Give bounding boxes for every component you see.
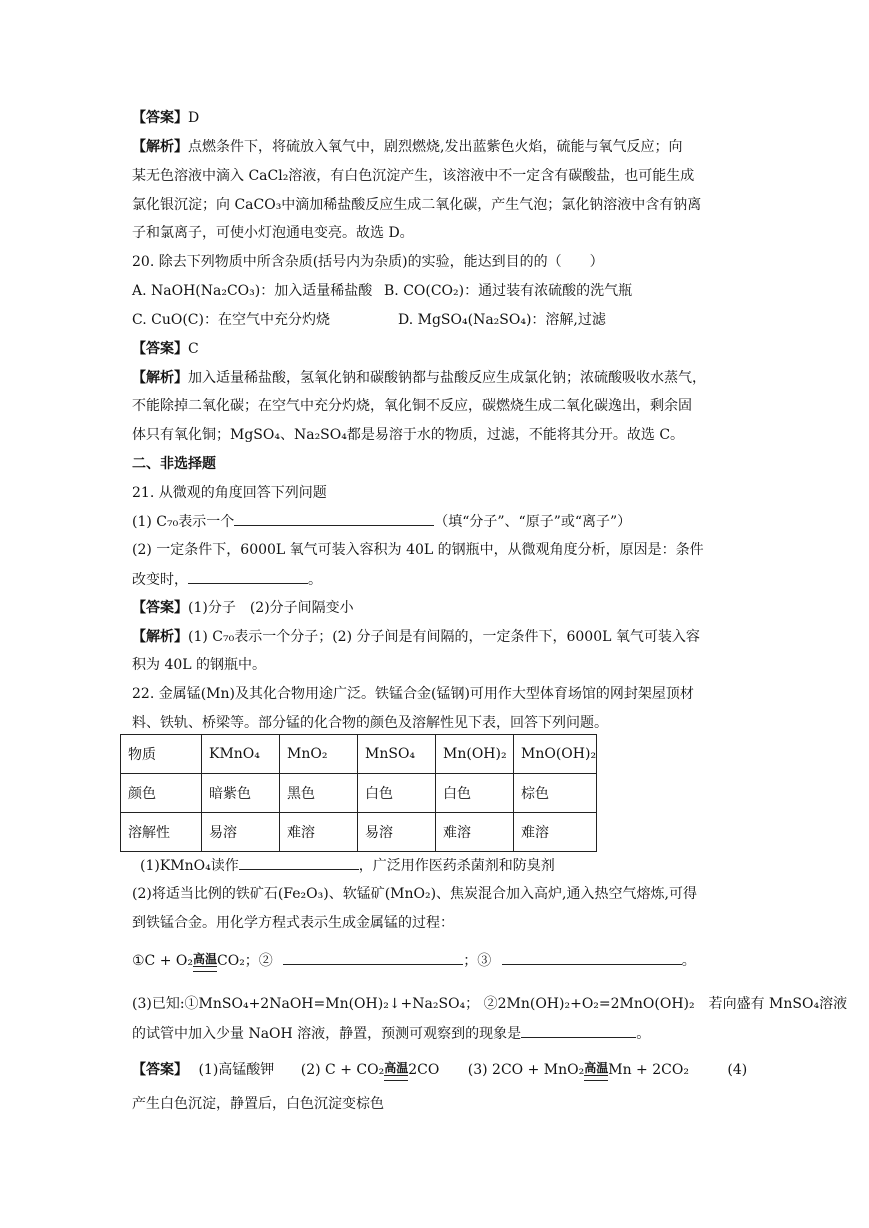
q22-part1: [140, 855, 555, 876]
q20-analysis-line: 体只有氧化铜；MgSO₄、Na₂SO₄都是易溶于水的物质，过滤，不能将其分开。故选 C。: [132, 427, 685, 443]
equation-text: ；③: [463, 953, 492, 969]
section-heading: 二、非选择题: [132, 456, 216, 472]
q22-answer-line: [132, 1060, 747, 1081]
table-cell: 棕色: [514, 774, 597, 813]
condition-text: 高温: [584, 1061, 609, 1075]
part-text: ，广泛用作医药杀菌剂和防臭剂: [358, 858, 555, 874]
fill-blank: [502, 950, 682, 965]
q20-answer: [132, 339, 199, 359]
table-row: [121, 813, 597, 852]
table-row: [121, 774, 597, 813]
q22-stem-line: 22. 金属锰(Mn)及其化合物用途广泛。铁锰合金(锰钢)可用作大型体育场馆的网封架屋顶材: [132, 686, 694, 702]
q20-analysis-line: [132, 368, 706, 388]
table-cell: 白色: [436, 774, 514, 813]
q21-part2-line: [132, 569, 322, 590]
q21-part1: [132, 511, 631, 532]
answer-part: (3) 2CO + MnO₂: [467, 1062, 585, 1078]
answer-value: (1)分子 (2)分子间隔变小: [188, 600, 354, 616]
answer-label: 【答案】: [132, 600, 188, 616]
fill-blank: [234, 511, 434, 526]
table-cell: 易溶: [202, 813, 280, 852]
q22-part3-line: (3)已知:①MnSO₄+2NaOH=Mn(OH)₂↓+Na₂SO₄； ②2Mn(OH)₂+O₂=2MnO(OH)₂ 若向盛有 MnSO₄溶液: [132, 996, 848, 1012]
table-cell: 难溶: [514, 813, 597, 852]
table-cell: 黑色: [280, 774, 358, 813]
equation-text: CO₂；②: [217, 953, 273, 969]
table-cell: 易溶: [358, 813, 436, 852]
table-cell: 难溶: [280, 813, 358, 852]
table-cell: 暗紫色: [202, 774, 280, 813]
q20-stem: 20. 除去下列物质中所含杂质(括号内为杂质)的实验，能达到目的的（ ）: [132, 254, 604, 270]
table-cell: 物质: [121, 735, 202, 774]
answer-label: 【答案】: [132, 110, 188, 126]
analysis-label: 【解析】: [132, 370, 188, 386]
part-text: 。: [308, 572, 322, 588]
part-text: 改变时，: [132, 572, 188, 588]
q20-option-d: D. MgSO₄(Na₂SO₄)：溶解,过滤: [398, 312, 606, 328]
analysis-text: (1) C₇₀表示一个分子；(2) 分子间是有间隔的，一定条件下，6000L 氧气可装入容: [188, 629, 700, 645]
q21-analysis-line: [132, 627, 700, 647]
table-cell: MnO₂: [280, 735, 358, 774]
q22-part3-line: [132, 1023, 650, 1044]
q19-analysis-line: 氯化银沉淀；向 CaCO₃中滴加稀盐酸反应生成二氧化碳，产生气泡；氯化钠溶液中含有钠离: [132, 197, 702, 213]
answer-label: 【答案】: [132, 341, 188, 357]
table-cell: 难溶: [436, 813, 514, 852]
q20-option-a: A. NaOH(Na₂CO₃)：加入适量稀盐酸: [132, 283, 373, 299]
fill-blank: [188, 569, 308, 584]
answer-value: C: [188, 341, 199, 357]
fill-blank: [283, 950, 463, 965]
q22-part2-line: 到铁锰合金。用化学方程式表示生成金属锰的过程：: [132, 915, 454, 931]
answer-part: (2) C + CO₂: [300, 1062, 385, 1078]
answer-part: 2CO: [408, 1062, 440, 1078]
table-row: [121, 735, 597, 774]
q21-stem: 21. 从微观的角度回答下列问题: [132, 485, 327, 501]
q19-analysis-line: 子和氯离子，可使小灯泡通电变亮。故选 D。: [132, 225, 414, 241]
part-text: （填“分子”、“原子”或“离子”）: [434, 514, 632, 530]
analysis-label: 【解析】: [132, 629, 188, 645]
reaction-condition: [384, 1062, 408, 1081]
table-cell: 颜色: [121, 774, 202, 813]
equation-text: ①C + O₂: [132, 953, 193, 969]
q21-analysis-line: 积为 40L 的钢瓶中。: [132, 657, 267, 673]
table-cell: 溶解性: [121, 813, 202, 852]
q20-option-b: B. CO(CO₂)：通过装有浓硫酸的洗气瓶: [384, 283, 633, 299]
part-text: 。: [636, 1026, 651, 1042]
answer-value: D: [188, 110, 200, 126]
q22-answer-line: 产生白色沉淀，静置后，白色沉淀变棕色: [132, 1096, 384, 1112]
answer-label: 【答案】: [132, 1062, 188, 1078]
q20-option-c: C. CuO(C)：在空气中充分灼烧: [132, 312, 330, 328]
table-cell: 白色: [358, 774, 436, 813]
reaction-condition: [193, 953, 217, 972]
part-text: (1) C₇₀表示一个: [132, 514, 235, 530]
part-text: 的试管中加入少量 NaOH 溶液，静置，预测可观察到的现象是: [132, 1026, 522, 1042]
analysis-text: 点燃条件下，将硫放入氧气中，剧烈燃烧,发出蓝紫色火焰，硫能与氧气反应；向: [188, 139, 683, 155]
table-cell: KMnO₄: [202, 735, 280, 774]
q19-analysis-line: 某无色溶液中滴入 CaCl₂溶液，有白色沉淀产生，该溶液中不一定含有碳酸盐，也可能生成: [132, 168, 695, 184]
q21-part2-line: (2) 一定条件下，6000L 氧气可装入容积为 40L 的钢瓶中，从微观角度分析，原因是：条件: [132, 542, 704, 558]
answer-part: Mn + 2CO₂: [608, 1062, 689, 1078]
manganese-compound-table: [120, 734, 597, 852]
part-text: (1)KMnO₄读作: [140, 858, 239, 874]
q19-analysis-line: [132, 137, 682, 157]
q22-equation-line: [132, 950, 696, 972]
equals-sign: [584, 1075, 608, 1081]
answer-part: (1)高锰酸钾: [198, 1062, 275, 1078]
fill-blank: [239, 855, 359, 870]
table-cell: MnO(OH)₂: [514, 735, 597, 774]
fill-blank: [521, 1023, 636, 1038]
q20-analysis-line: 不能除掉二氧化碳；在空气中充分灼烧，氧化铜不反应，碳燃烧生成二氧化碳逸出，剩余固: [132, 398, 692, 414]
table-cell: Mn(OH)₂: [436, 735, 514, 774]
equation-text: 。: [681, 953, 696, 969]
answer-part: (4): [727, 1062, 748, 1078]
q21-answer: [132, 598, 354, 618]
equals-sign: [384, 1075, 408, 1081]
condition-text: 高温: [384, 1061, 409, 1075]
q19-answer: [132, 108, 199, 128]
reaction-condition: [584, 1062, 608, 1081]
analysis-text: 加入适量稀盐酸，氢氧化钠和碳酸钠都与盐酸反应生成氯化钠；浓硫酸吸收水蒸气，: [188, 370, 706, 386]
analysis-label: 【解析】: [132, 139, 188, 155]
equals-sign: [193, 966, 217, 972]
q22-stem-line: 料、铁轨、桥梁等。部分锰的化合物的颜色及溶解性见下表，回答下列问题。: [132, 715, 608, 731]
table-cell: MnSO₄: [358, 735, 436, 774]
condition-text: 高温: [192, 952, 217, 966]
q22-part2-line: (2)将适当比例的铁矿石(Fe₂O₃)、软锰矿(MnO₂)、焦炭混合加入高炉,通入热空气熔炼,可得: [132, 886, 697, 902]
